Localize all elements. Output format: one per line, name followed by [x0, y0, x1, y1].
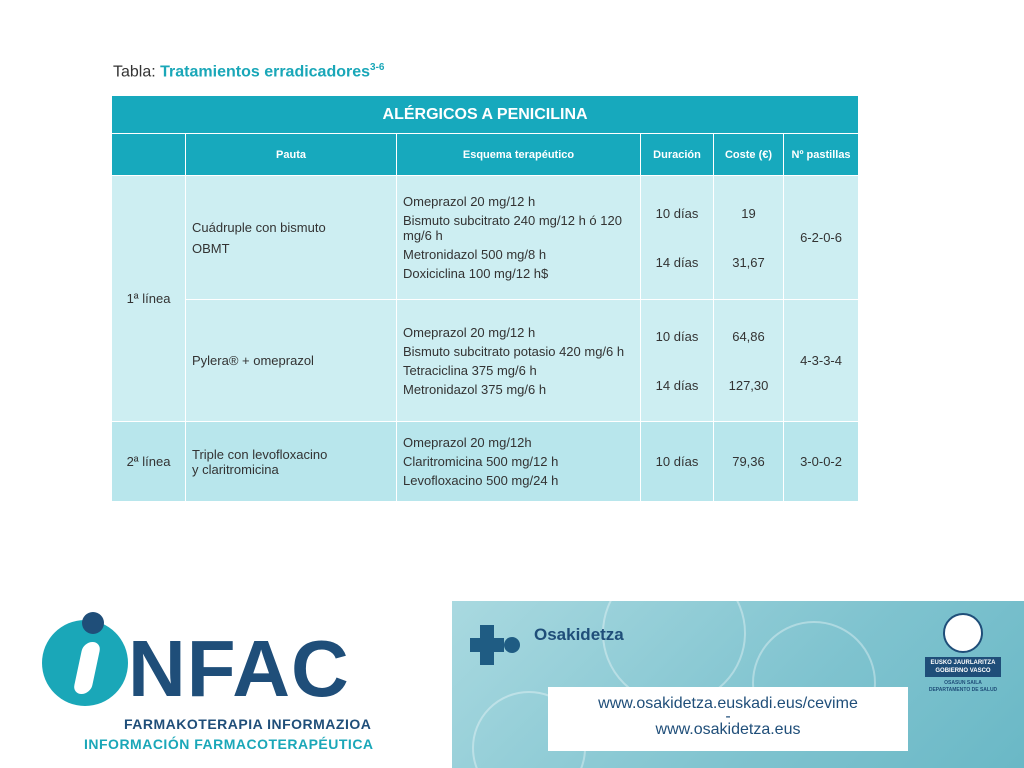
drug-line: Tetraciclina 375 mg/6 h	[403, 362, 537, 378]
gov-name-basque: EUSKO JAURLARITZA	[930, 660, 996, 666]
linea-2-label: 2ª línea	[126, 454, 171, 469]
pauta-line: Pylera® + omeprazol	[192, 353, 314, 368]
coste-value: 64,86	[732, 328, 765, 344]
url-cevime-link[interactable]: www.osakidetza.euskadi.eus/cevime	[598, 695, 858, 712]
logo-line-spanish: INFORMACIÓN FARMACOTERAPÉUTICA	[84, 736, 374, 752]
pastillas-cell: 3-0-0-2	[784, 422, 859, 502]
coste-value: 19	[741, 205, 756, 221]
drug-line: Omeprazol 20 mg/12 h	[403, 194, 536, 209]
coat-of-arms-icon	[943, 613, 983, 653]
dept-spanish: DEPARTAMENTO DE SALUD	[928, 687, 998, 693]
header-coste: Coste (€)	[714, 134, 784, 176]
duracion-value: 10 días	[655, 205, 699, 221]
linea-1-cell	[112, 176, 186, 422]
duracion-value: 10 días	[655, 328, 699, 344]
coste-value: 31,67	[732, 254, 765, 270]
caption-reference: 3-6	[370, 62, 385, 73]
duracion-cell: 10 días	[641, 422, 714, 502]
pauta-line: y claritromicina	[192, 461, 279, 477]
esquema-cell	[397, 176, 641, 300]
header-duracion: Duración	[641, 134, 714, 176]
treatments-table	[111, 95, 859, 502]
header-empty	[112, 134, 186, 176]
group-header: ALÉRGICOS A PENICILINA	[112, 96, 859, 134]
duracion-cell	[641, 176, 714, 300]
table-row	[112, 176, 859, 300]
drug-line: Omeprazol 20 mg/12 h	[403, 324, 536, 340]
duracion-value: 14 días	[655, 254, 699, 270]
gov-name-spanish: GOBIERNO VASCO	[935, 668, 991, 674]
logo-line-basque: FARMAKOTERAPIA INFORMAZIOA	[124, 716, 372, 732]
caption-title: Tratamientos erradicadores	[160, 63, 371, 81]
esquema-cell	[397, 300, 641, 422]
drug-line: Claritromicina 500 mg/12 h	[403, 454, 559, 469]
gov-band	[925, 657, 1001, 677]
drug-line: Bismuto subcitrato 240 mg/12 h ó 120 mg/6 h	[403, 213, 622, 243]
coste-cell	[714, 176, 784, 300]
infac-logo	[42, 610, 402, 760]
header-pastillas: Nº pastillas	[784, 134, 859, 176]
table-caption	[113, 62, 384, 81]
url-separator: -	[725, 708, 731, 725]
header-pauta: Pauta	[186, 134, 397, 176]
header-esquema: Esquema terapéutico	[397, 134, 641, 176]
linea-1-label: 1ª línea	[126, 290, 171, 306]
drug-line: Levofloxacino 500 mg/24 h	[403, 473, 559, 488]
drug-line: Metronidazol 500 mg/8 h	[403, 247, 547, 262]
table-row	[112, 422, 859, 502]
pastillas-cell: 6-2-0-6	[784, 176, 859, 300]
pastillas-cell: 4-3-3-4	[784, 300, 859, 422]
dept-label	[918, 680, 1008, 694]
osakidetza-cross-icon	[470, 625, 510, 665]
linea-2-cell	[112, 422, 186, 502]
gobierno-vasco-emblem	[918, 613, 1008, 694]
drug-line: Doxiciclina 100 mg/12 h$	[403, 266, 549, 281]
drug-line: Omeprazol 20 mg/12h	[403, 435, 532, 450]
drug-line: Metronidazol 375 mg/6 h	[403, 381, 547, 397]
pauta-line: Cuádruple con bismuto	[192, 219, 326, 235]
pauta-line: Triple con levofloxacino	[192, 446, 328, 462]
pauta-cell	[186, 300, 397, 422]
coste-cell: 79,36	[714, 422, 784, 502]
pauta-line: OBMT	[192, 240, 230, 256]
osakidetza-name: Osakidetza	[534, 625, 624, 644]
duracion-value: 14 días	[655, 377, 699, 393]
logo-name: NFAC	[128, 624, 350, 713]
table-row	[112, 300, 859, 422]
url-box	[548, 687, 908, 751]
caption-label: Tabla:	[113, 63, 156, 81]
dept-basque: OSASUN SAILA	[944, 680, 982, 686]
drug-line: Bismuto subcitrato potasio 420 mg/6 h	[403, 343, 625, 359]
osakidetza-banner	[452, 601, 1024, 768]
coste-cell	[714, 300, 784, 422]
duracion-cell	[641, 300, 714, 422]
info-i-icon	[42, 620, 128, 706]
coste-value: 127,30	[728, 377, 769, 393]
url-osakidetza-link[interactable]: www.osakidetza.eus	[655, 721, 801, 738]
esquema-cell	[397, 422, 641, 502]
pauta-cell	[186, 422, 397, 502]
pauta-cell	[186, 176, 397, 300]
